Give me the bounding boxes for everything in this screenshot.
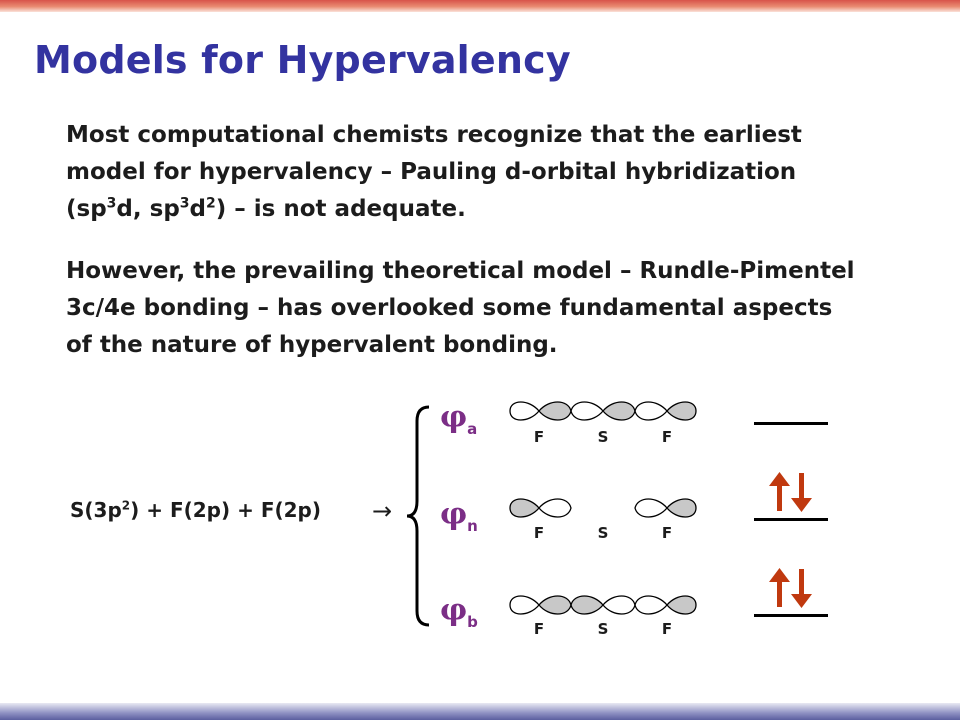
atom-label-f: F (661, 620, 673, 638)
left-brace-icon (405, 405, 435, 627)
p1-line2: model for hypervalency – Pauling d-orbital hybridization (66, 159, 797, 185)
p2-line3: of the nature of hypervalent bonding. (66, 332, 558, 358)
electron-pair-phi-n-icon (766, 472, 816, 512)
p1-sup1: 3 (106, 195, 117, 212)
lobe (603, 596, 635, 614)
spin-down-arrow-icon (791, 569, 812, 608)
top-accent-bar (0, 0, 960, 12)
p1-line3-d: ) – is not adequate. (215, 196, 466, 222)
lobe (510, 499, 539, 517)
phi-n-label (440, 497, 478, 535)
lobe (539, 596, 571, 614)
orbital-combination-equation (70, 498, 321, 522)
paragraph-rundle-pimentel (66, 253, 866, 364)
bottom-accent-bar (0, 703, 960, 720)
p1-line3-a: (sp (66, 196, 107, 222)
lobe (635, 596, 667, 614)
p1-sup2: 3 (179, 195, 190, 212)
phi-a-subscript: a (467, 420, 478, 438)
lobe (603, 402, 635, 420)
energy-level-phi-a (754, 422, 828, 425)
lobe (635, 499, 667, 517)
energy-level-phi-n (754, 518, 828, 521)
p1-line1: Most computational chemists recognize that the earliest (66, 122, 802, 148)
orbital-phi-a-diagram (505, 396, 705, 426)
p1-sup3: 2 (206, 195, 216, 212)
eqn-part-b: ) + F(2p) + F(2p) (130, 498, 321, 522)
lobe (571, 402, 603, 420)
atom-label-f: F (533, 428, 545, 446)
eqn-sup: 2 (121, 498, 131, 513)
lobe (510, 402, 539, 420)
p1-line3-b: d, sp (116, 196, 180, 222)
lobe (539, 402, 571, 420)
right-arrow-icon: → (372, 497, 393, 525)
lobe (510, 596, 539, 614)
atom-label-f: F (661, 524, 673, 542)
phi-n-subscript: n (467, 517, 478, 535)
atom-label-f: F (533, 524, 545, 542)
p1-line3-c: d (189, 196, 207, 222)
eqn-part-a: S(3p (70, 498, 122, 522)
phi-b-symbol: φ (440, 593, 468, 628)
atom-label-s: S (597, 524, 609, 542)
energy-level-phi-b (754, 614, 828, 617)
lobe (635, 402, 667, 420)
atom-label-s: S (597, 428, 609, 446)
orbital-phi-b-diagram (505, 590, 705, 620)
phi-b-subscript: b (467, 613, 478, 631)
phi-b-label (440, 593, 478, 631)
lobe (667, 596, 696, 614)
atom-label-s: S (597, 620, 609, 638)
paragraph-pauling (66, 117, 866, 228)
spin-down-arrow-icon (791, 473, 812, 512)
p2-line2: 3c/4e bonding – has overlooked some fundamental aspects (66, 295, 833, 321)
atom-label-f: F (661, 428, 673, 446)
phi-a-symbol: φ (440, 400, 468, 435)
spin-up-arrow-icon (769, 568, 790, 607)
phi-a-label (440, 400, 477, 438)
lobe (667, 499, 696, 517)
slide-title: Models for Hypervalency (34, 38, 571, 82)
spin-up-arrow-icon (769, 472, 790, 511)
lobe (667, 402, 696, 420)
p2-line1: However, the prevailing theoretical model – Rundle-Pimentel (66, 258, 855, 284)
phi-n-symbol: φ (440, 497, 468, 532)
orbital-phi-n-diagram (505, 493, 705, 523)
atom-label-f: F (533, 620, 545, 638)
lobe (539, 499, 571, 517)
lobe (571, 596, 603, 614)
electron-pair-phi-b-icon (766, 568, 816, 608)
